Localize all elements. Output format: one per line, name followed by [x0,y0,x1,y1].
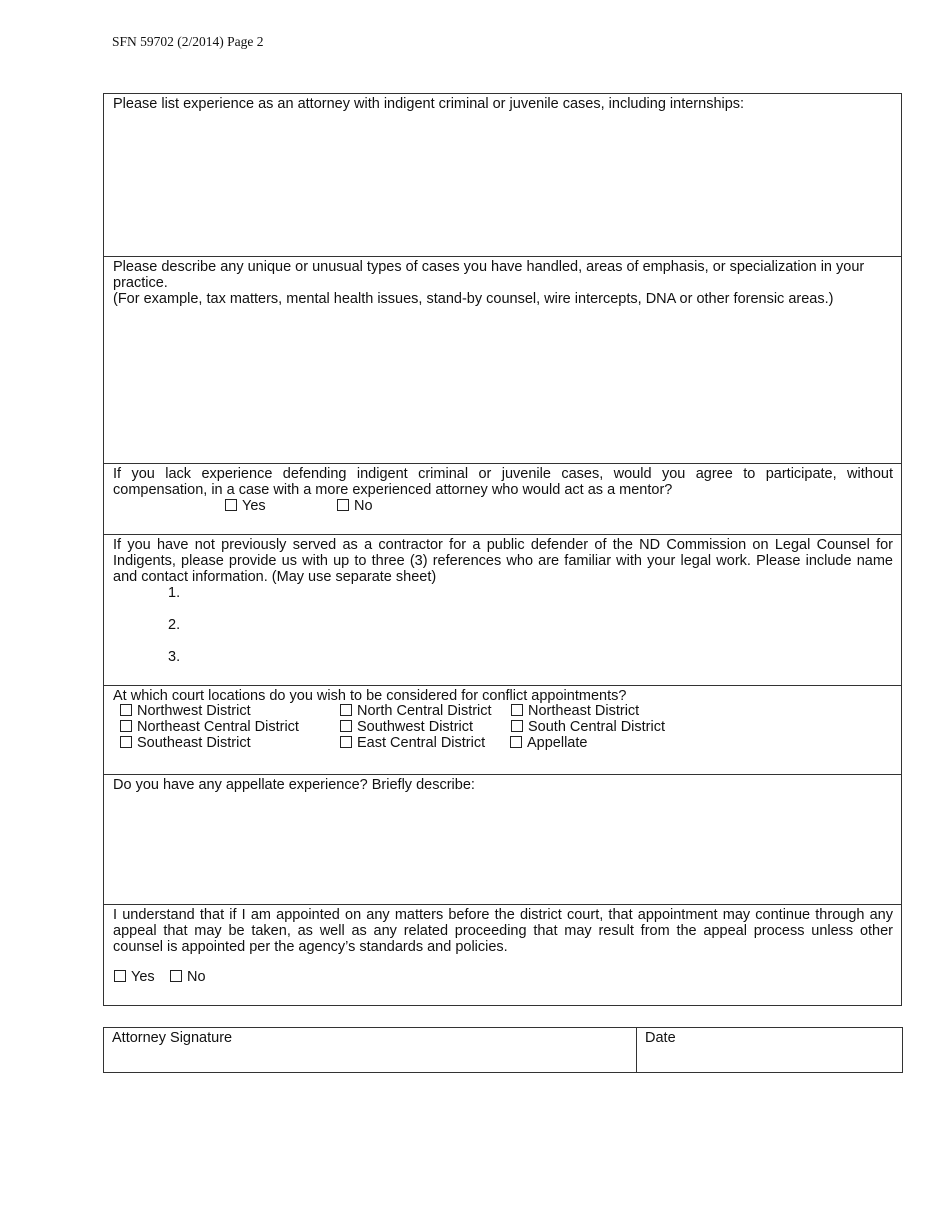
district-northeast-label: Northeast District [528,703,640,719]
mentor-no-label: No [354,498,373,514]
district-southeast-checkbox[interactable] [120,736,132,748]
acknowledge-no-checkbox[interactable] [170,970,182,982]
court-locations-section [103,685,902,774]
district-appellate-checkbox[interactable] [510,736,522,748]
date-field[interactable] [637,1028,902,1072]
court-locations-question: At which court locations do you wish to be considered for conflict appointments? [113,688,627,704]
acknowledge-yes-option[interactable] [114,969,155,985]
form-number-header: SFN 59702 (2/2014) Page 2 [112,34,264,49]
reference-1-label: 1. [168,585,181,601]
acknowledge-no-label: No [187,969,206,985]
district-northeast-checkbox[interactable] [511,704,523,716]
attorney-signature-label: Attorney Signature [112,1030,233,1046]
appellate-experience-question: Do you have any appellate experience? Briefly describe: [113,777,475,793]
attorney-experience-question: Please list experience as an attorney with indigent criminal or juvenile cases, including internships: [113,96,745,112]
attorney-experience-section[interactable] [103,93,902,256]
district-south-central[interactable] [511,719,665,735]
date-label: Date [645,1030,676,1046]
district-south-central-label: South Central District [528,719,665,735]
district-east-central[interactable] [340,735,485,751]
district-southwest-checkbox[interactable] [340,720,352,732]
district-northeast-central[interactable] [120,719,299,735]
mentor-section [103,463,902,534]
district-east-central-label: East Central District [357,735,486,751]
unusual-cases-line-1: Please describe any unique or unusual types of cases you have handled, areas of emphasis, or specialization in your practice. [113,259,865,291]
district-appellate-label: Appellate [527,735,588,751]
appeal-acknowledgement-text: I understand that if I am appointed on any matters before the district court, that appointment may continue through any appeal that may be taken, as well as any related proceeding that may result from the appeal process unless other counsel is appointed per the agency’s standards and policies. [113,907,893,955]
mentor-yes-label: Yes [242,498,266,514]
mentor-question: If you lack experience defending indigent criminal or juvenile cases, would you agree to participate, without compensation, in a case with a more experienced attorney who would act as a mentor? [113,466,893,498]
mentor-no-checkbox[interactable] [337,499,349,511]
district-northwest-checkbox[interactable] [120,704,132,716]
district-southwest-label: Southwest District [357,719,474,735]
acknowledge-no-option[interactable] [170,969,206,985]
unusual-cases-line-2: (For example, tax matters, mental health issues, stand-by counsel, wire intercepts, DNA or other forensic areas.) [113,291,834,307]
district-northwest-label: Northwest District [137,703,251,719]
unusual-cases-question [113,259,893,307]
district-appellate[interactable] [510,735,587,751]
district-southeast-label: Southeast District [137,735,251,751]
unusual-cases-section[interactable] [103,256,902,463]
reference-2-label: 2. [168,617,181,633]
district-south-central-checkbox[interactable] [511,720,523,732]
references-section[interactable] [103,534,902,685]
district-northeast-central-label: Northeast Central District [137,719,299,735]
district-northeast[interactable] [511,703,639,719]
mentor-no-option[interactable] [337,498,373,514]
acknowledge-yes-checkbox[interactable] [114,970,126,982]
acknowledge-yes-label: Yes [131,969,155,985]
mentor-yes-checkbox[interactable] [225,499,237,511]
signature-row [103,1027,903,1073]
district-northwest[interactable] [120,703,251,719]
district-northeast-central-checkbox[interactable] [120,720,132,732]
references-question: If you have not previously served as a contractor for a public defender of the ND Commission on Legal Counsel for Indigents, please provide us with up to three (3) references who are familiar with your legal work. Please include name and contact information. (May use separate sheet) [113,537,893,585]
district-north-central-checkbox[interactable] [340,704,352,716]
appeal-acknowledgement-section [103,904,902,1006]
district-north-central-label: North Central District [357,703,492,719]
attorney-signature-field[interactable] [104,1028,637,1072]
district-east-central-checkbox[interactable] [340,736,352,748]
appellate-experience-section[interactable] [103,774,902,904]
mentor-yes-option[interactable] [225,498,266,514]
district-southwest[interactable] [340,719,473,735]
district-southeast[interactable] [120,735,251,751]
reference-3-label: 3. [168,649,181,665]
district-north-central[interactable] [340,703,492,719]
